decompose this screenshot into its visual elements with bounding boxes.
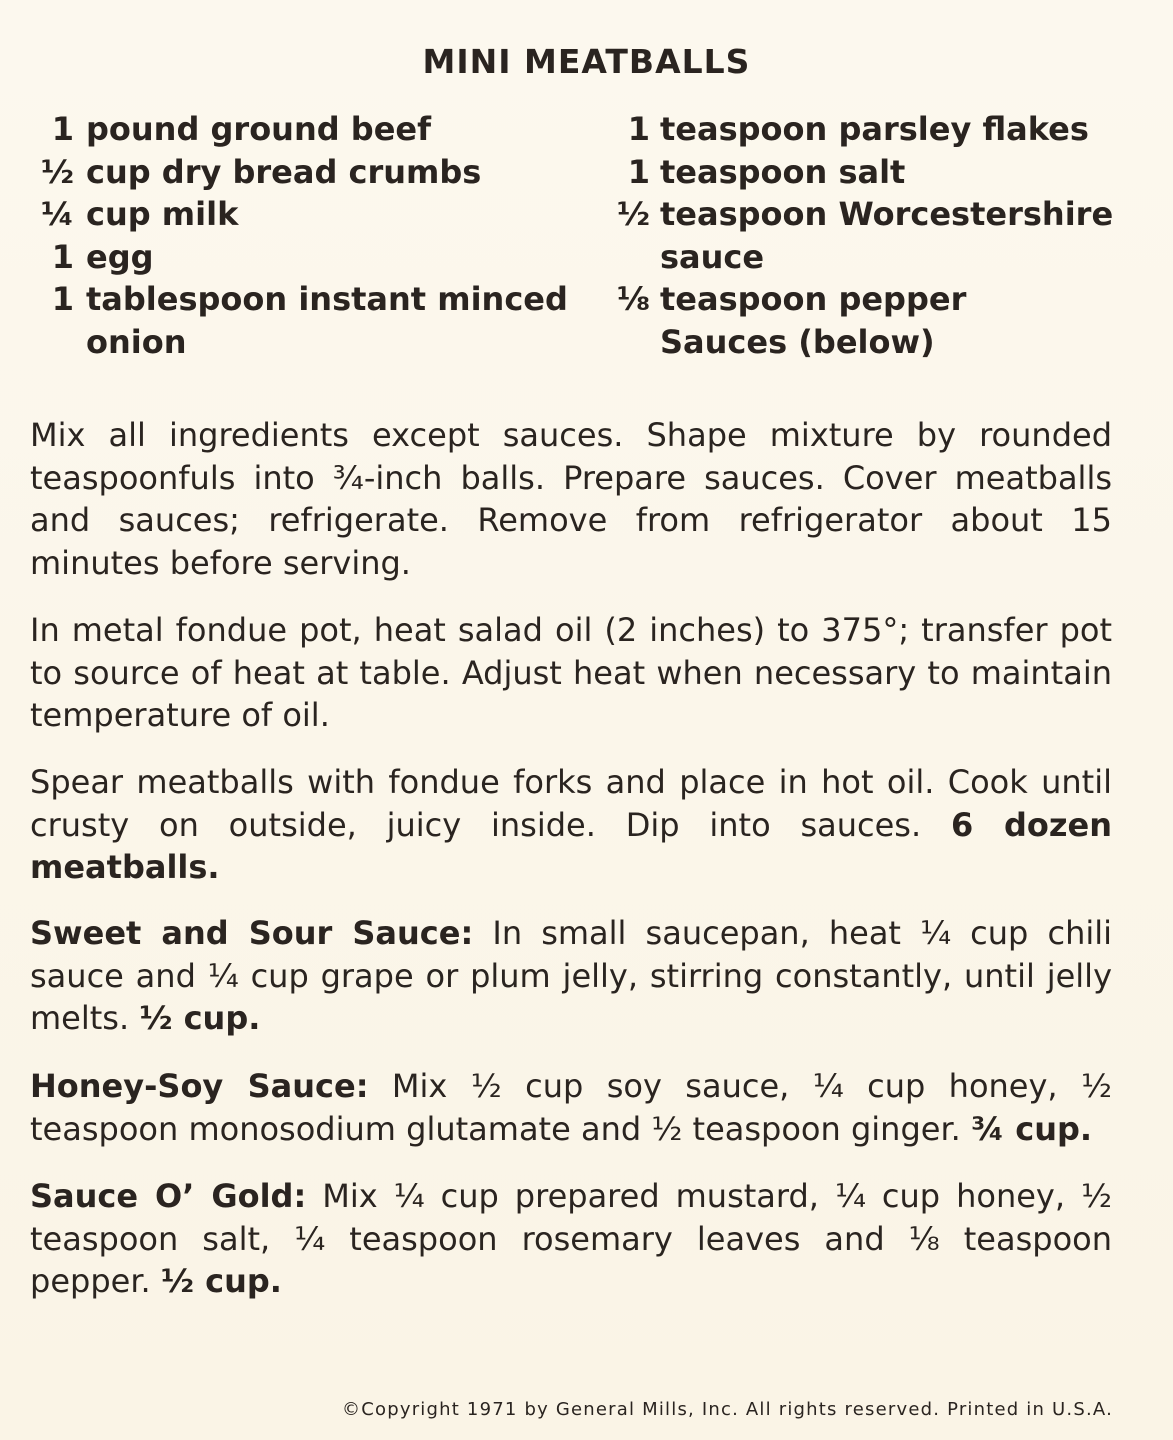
- sauce-name: Sweet and Sour Sauce:: [30, 914, 474, 952]
- sweet-sour-sauce: [30, 912, 1112, 1040]
- ingredient-row: [580, 236, 1173, 279]
- ingredient-qty: 1: [627, 152, 650, 191]
- ingredient-qty: 1: [51, 110, 74, 148]
- ingredient-qty: ⅛: [616, 280, 650, 318]
- sauce-text: Mix ¼ cup prepared mustard, ¼ cup honey, ½ teaspoon salt, ¼ teaspoon rosemary leaves and ⅛ teaspoon pepper.: [30, 1177, 1113, 1300]
- sauce-yield: ¾ cup.: [971, 1109, 1093, 1148]
- ingredient-row: [0, 193, 590, 236]
- ingredient-text: teaspoon pepper: [660, 280, 967, 318]
- ingredient-row: [0, 321, 590, 364]
- sauce-name: Sauce O’ Gold:: [30, 1177, 307, 1215]
- ingredient-row: [0, 278, 590, 321]
- honey-soy-sauce: [30, 1065, 1112, 1150]
- ingredient-qty: ¼: [40, 195, 74, 233]
- ingredient-row: [580, 321, 1173, 364]
- ingredient-row: [580, 108, 1173, 151]
- ingredients-right-column: [580, 108, 1173, 363]
- instruction-mix: Mix all ingredients except sauces. Shape mixture by rounded teaspoonfuls into ¾-inch balls. Prepare sauces. Cover meatballs and sauces; refrigerate. Remove from refrigerator about 15 minutes before serving.: [30, 416, 1112, 582]
- ingredient-text: pound ground beef: [86, 110, 432, 148]
- ingredient-text: cup milk: [86, 195, 239, 233]
- ingredient-text: onion: [86, 322, 187, 361]
- ingredient-text: Sauces (below): [660, 322, 935, 361]
- yield-text: 6 dozen meatballs.: [30, 805, 1113, 886]
- copyright-notice: ©Copyright 1971 by General Mills, Inc. All rights reserved. Printed in U.S.A.: [342, 1399, 1113, 1420]
- instruction-cook-text: Spear meatballs with fondue forks and place in hot oil. Cook until crusty on outside, juicy inside. Dip into sauces.: [30, 763, 1112, 844]
- ingredients-left-column: [0, 108, 590, 363]
- ingredient-qty: 1: [51, 237, 74, 276]
- ingredient-qty: ½: [616, 195, 650, 233]
- ingredient-text: egg: [86, 237, 154, 276]
- ingredient-row: [580, 193, 1173, 236]
- ingredient-text: teaspoon Worcestershire: [660, 195, 1114, 233]
- recipe-title: MINI MEATBALLS: [422, 42, 751, 81]
- ingredient-qty: 1: [51, 280, 74, 318]
- sauce-yield: ½ cup.: [160, 1262, 282, 1300]
- sauce-yield: ½ cup.: [139, 999, 261, 1037]
- sauce-name: Honey-Soy Sauce:: [30, 1067, 369, 1105]
- ingredient-row: [0, 236, 590, 279]
- ingredient-qty: ½: [40, 152, 74, 191]
- ingredient-row: [0, 151, 590, 194]
- ingredient-row: [580, 151, 1173, 194]
- sauce-text: In small saucepan, heat ¼ cup chili sauce and ¼ cup grape or plum jelly, stirring constantly, until jelly melts.: [30, 914, 1113, 1037]
- ingredient-text: teaspoon parsley flakes: [660, 110, 1089, 148]
- ingredient-qty: 1: [627, 110, 650, 148]
- instruction-cook: [30, 761, 1112, 889]
- sauce-text: Mix ½ cup soy sauce, ¼ cup honey, ½ teaspoon monosodium glutamate and ½ teaspoon ginger.: [30, 1067, 1113, 1148]
- ingredient-text: sauce: [660, 237, 765, 276]
- ingredient-text: tablespoon instant minced: [86, 280, 568, 318]
- ingredient-row: [580, 278, 1173, 321]
- sauce-o-gold: [30, 1175, 1112, 1303]
- ingredient-row: [0, 108, 590, 151]
- instruction-heat-oil: In metal fondue pot, heat salad oil (2 inches) to 375°; transfer pot to source of heat at table. Adjust heat when necessary to maintain temperature of oil.: [30, 611, 1112, 734]
- ingredient-text: cup dry bread crumbs: [86, 152, 482, 191]
- ingredient-text: teaspoon salt: [660, 152, 906, 191]
